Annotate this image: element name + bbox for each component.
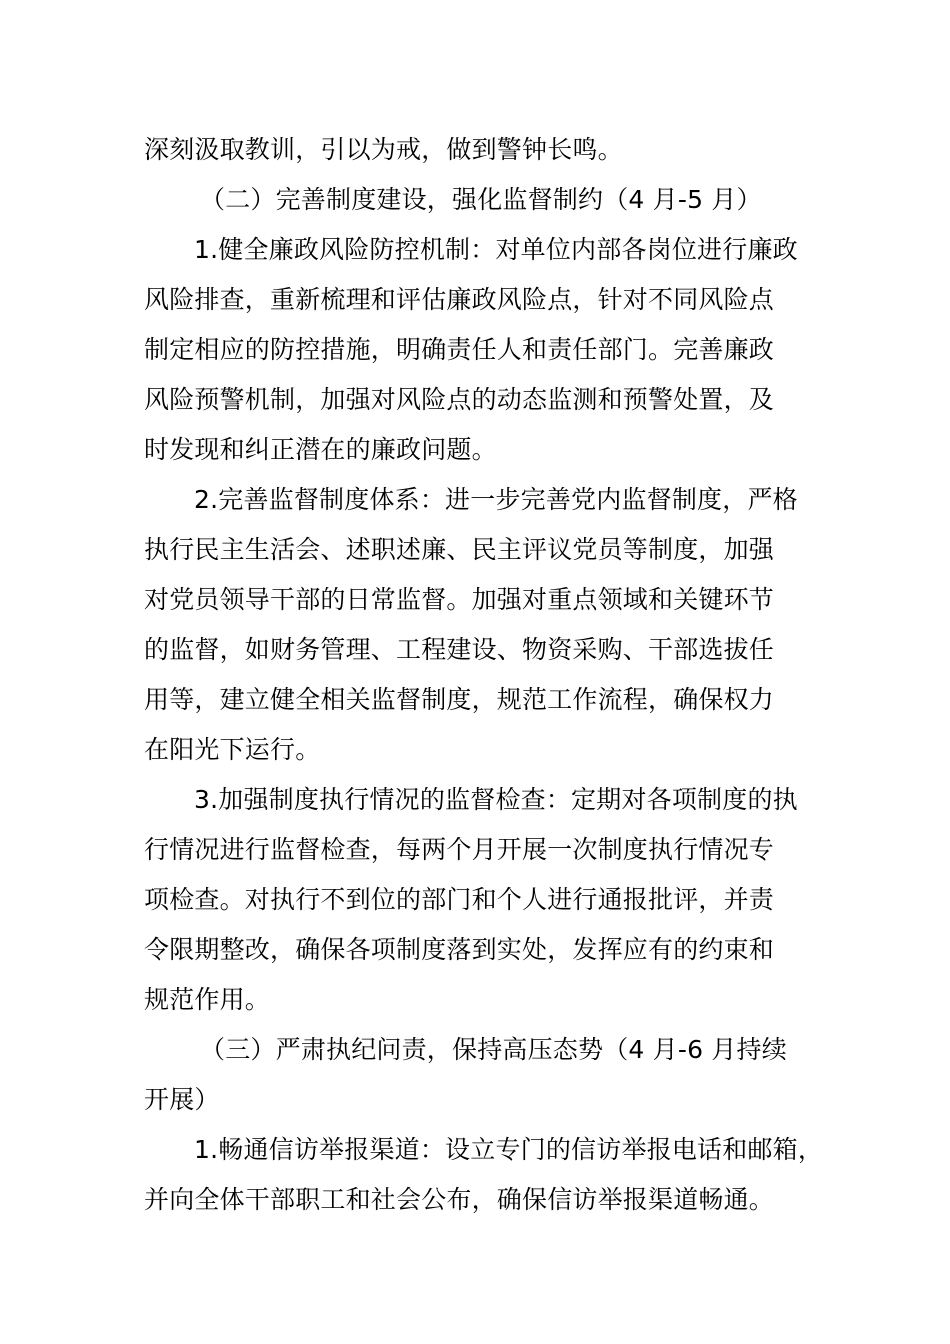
item-1-line-1: 1.健全廉政风险防控机制：对单位内部各岗位进行廉政 xyxy=(194,235,798,264)
item-1b-line-2: 并向全体干部职工和社会公布，确保信访举报渠道畅通。 xyxy=(144,1185,775,1214)
section-heading-two: （二）完善制度建设，强化监督制约（4 月-5 月） xyxy=(200,185,762,214)
section-heading-three-line-1: （三）严肃执纪问责，保持高压态势（4 月-6 月持续 xyxy=(200,1035,787,1064)
item-1-line-3: 制定相应的防控措施，明确责任人和责任部门。完善廉政 xyxy=(144,335,775,364)
item-3-line-4: 令限期整改，确保各项制度落到实处，发挥应有的约束和 xyxy=(144,935,775,964)
item-1b-line-1: 1.畅通信访举报渠道：设立专门的信访举报电话和邮箱， xyxy=(194,1135,824,1164)
item-3-line-3: 项检查。对执行不到位的部门和个人进行通报批评，并责 xyxy=(144,885,775,914)
item-1-line-5: 时发现和纠正潜在的廉政问题。 xyxy=(144,435,497,464)
item-1-line-4: 风险预警机制，加强对风险点的动态监测和预警处置，及 xyxy=(144,385,775,414)
item-2-line-1: 2.完善监督制度体系：进一步完善党内监督制度，严格 xyxy=(194,485,798,514)
item-3-line-1: 3.加强制度执行情况的监督检查：定期对各项制度的执 xyxy=(194,785,798,814)
item-2-line-4: 的监督，如财务管理、工程建设、物资采购、干部选拔任 xyxy=(144,635,775,664)
section-heading-three-line-2: 开展） xyxy=(144,1085,220,1114)
item-1-line-2: 风险排查，重新梳理和评估廉政风险点，针对不同风险点 xyxy=(144,285,775,314)
item-2-line-6: 在阳光下运行。 xyxy=(144,735,321,764)
paragraph-continuation-line: 深刻汲取教训，引以为戒，做到警钟长鸣。 xyxy=(144,135,623,164)
item-3-line-5: 规范作用。 xyxy=(144,985,271,1014)
item-3-line-2: 行情况进行监督检查，每两个月开展一次制度执行情况专 xyxy=(144,835,775,864)
item-2-line-5: 用等，建立健全相关监督制度，规范工作流程，确保权力 xyxy=(144,685,775,714)
item-2-line-2: 执行民主生活会、述职述廉、民主评议党员等制度，加强 xyxy=(144,535,775,564)
item-2-line-3: 对党员领导干部的日常监督。加强对重点领域和关键环节 xyxy=(144,585,775,614)
